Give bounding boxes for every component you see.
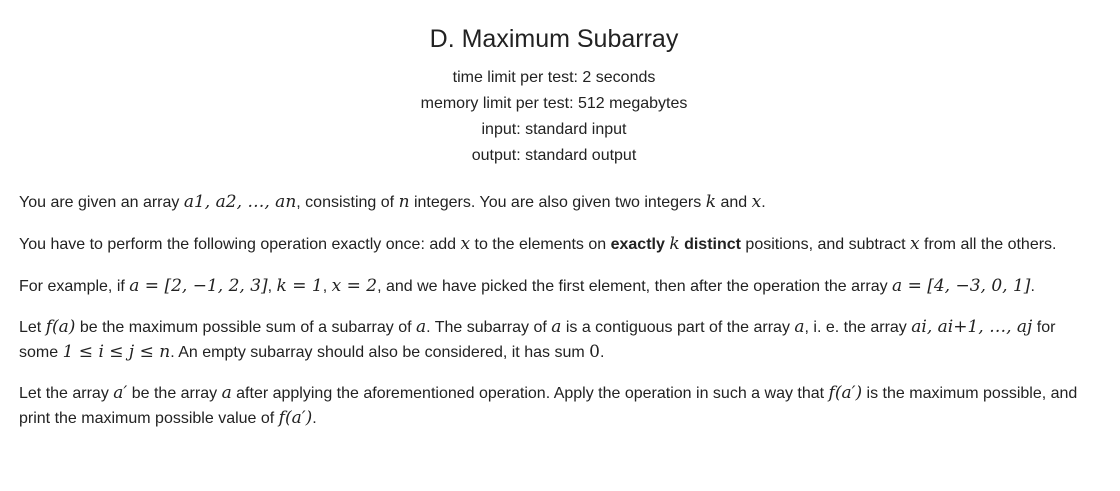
memory-limit: memory limit per test: 512 megabytes — [420, 95, 688, 112]
math-x-example: x = 2 — [331, 276, 378, 296]
text: and — [716, 194, 752, 211]
text: You have to perform the following operation exactly once: add — [19, 236, 461, 253]
text: You are given an array — [19, 194, 184, 211]
text: positions, and subtract — [740, 236, 910, 253]
text: . — [599, 344, 605, 361]
text: from all the others. — [919, 236, 1057, 253]
math-k: k — [705, 192, 717, 212]
math-f-a-prime: f(a′) — [828, 383, 863, 403]
math-a-prime: a′ — [113, 383, 128, 403]
math-x: x — [751, 192, 762, 212]
math-f-a: f(a) — [45, 317, 76, 337]
paragraph-task — [19, 381, 1089, 431]
text: . The subarray of — [426, 319, 552, 336]
problem-limits — [19, 65, 1089, 169]
problem-header — [19, 24, 1089, 169]
math-a: a — [551, 317, 562, 337]
paragraph-given-array — [19, 190, 1089, 215]
math-x: x — [909, 234, 920, 254]
math-a: a — [794, 317, 805, 337]
output-spec: output: standard output — [471, 147, 637, 164]
text: be the maximum possible sum of a subarray of — [75, 319, 416, 336]
math-array-example: a = [2, −1, 2, 3] — [129, 276, 268, 296]
text: Let — [19, 319, 46, 336]
math-subarray: ai, ai+1, …, aj — [911, 317, 1033, 337]
paragraph-definition-f — [19, 315, 1089, 365]
math-bounds: 1 ≤ i ≤ j ≤ n — [62, 342, 171, 362]
text: . — [761, 194, 766, 211]
problem-title: D. Maximum Subarray — [429, 25, 679, 53]
bold-exactly: exactly — [610, 236, 670, 253]
text: is the maximum possible, and print the maximum possible value of — [19, 385, 1078, 427]
text: be the array — [127, 385, 222, 402]
bold-distinct: distinct — [679, 236, 741, 253]
math-result-array: a = [4, −3, 0, 1] — [892, 276, 1031, 296]
math-a: a — [221, 383, 232, 403]
math-x: x — [460, 234, 471, 254]
text: , and we have picked the first element, then after the operation the array — [377, 278, 893, 295]
math-zero: 0 — [589, 342, 600, 362]
text: . — [1030, 278, 1035, 295]
time-limit: time limit per test: 2 seconds — [452, 69, 656, 86]
math-k: k — [669, 234, 680, 254]
text: . — [312, 410, 317, 427]
problem-statement — [19, 0, 1089, 431]
paragraph-operation — [19, 232, 1089, 257]
text: , consisting of — [296, 194, 399, 211]
text: , — [322, 278, 332, 295]
text: . An empty subarray should also be considered, it has sum — [170, 344, 590, 361]
text: Let the array — [19, 385, 114, 402]
text: is a contiguous part of the array — [561, 319, 795, 336]
text: to the elements on — [470, 236, 611, 253]
math-k-example: k = 1 — [276, 276, 323, 296]
math-f-a-prime: f(a′) — [278, 408, 313, 428]
paragraph-example — [19, 274, 1089, 299]
text: For example, if — [19, 278, 130, 295]
text: , i. e. the array — [804, 319, 912, 336]
text: integers. You are also given two integers — [409, 194, 706, 211]
math-n: n — [398, 192, 410, 212]
math-array: a1, a2, …, an — [183, 192, 297, 212]
text: , — [267, 278, 277, 295]
input-spec: input: standard input — [481, 121, 627, 138]
math-a: a — [415, 317, 427, 337]
text: for some — [19, 319, 1056, 361]
text: after applying the aforementioned operation. Apply the operation in such a way that — [231, 385, 829, 402]
